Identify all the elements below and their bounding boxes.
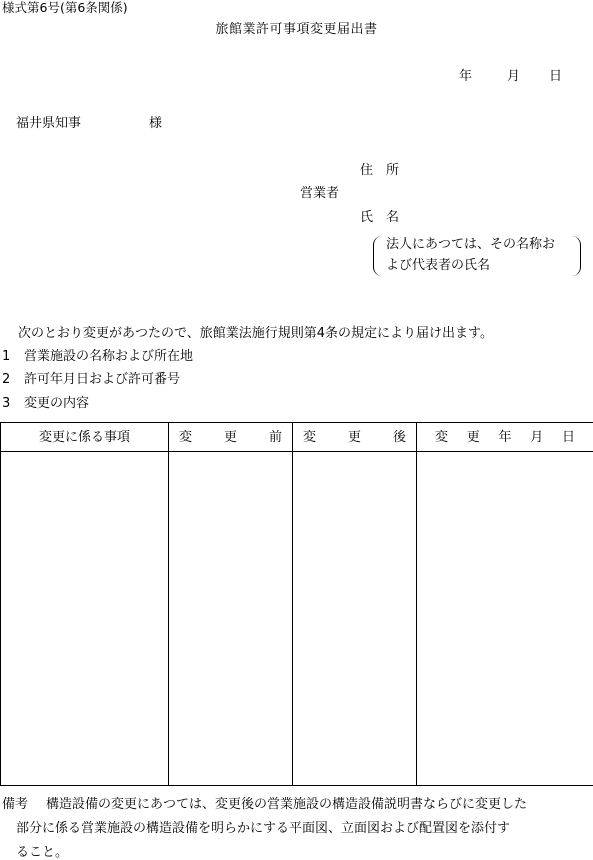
header-after-change: 変 更 後: [293, 423, 417, 452]
remarks-line: 部分に係る営業施設の構造設備を明らかにする平面図、立面図および配置図を添付す: [16, 822, 510, 835]
cell-changed-item[interactable]: [1, 452, 169, 786]
list-item: [2, 397, 89, 410]
date-year-label: 年: [459, 70, 472, 83]
item-text: 営業施設の名称および所在地: [24, 349, 193, 364]
notification-statement: 次のとおり変更があつたので、旅館業法施行規則第4条の規定により届け出ます。: [18, 327, 493, 340]
date-month-label: 月: [507, 70, 520, 83]
item-text: 変更の内容: [24, 396, 89, 411]
operator-label: 営業者: [300, 187, 339, 200]
name-label: 氏 名: [360, 211, 399, 224]
remarks-line: ること。: [16, 846, 68, 859]
document-title: 旅館業許可事項変更届出書: [0, 23, 593, 36]
change-details-table: [0, 422, 593, 786]
addressee-honorific: 様: [149, 117, 162, 130]
corporate-note-line: 法人にあつては、その名称お: [386, 238, 555, 251]
item-number: 1: [2, 350, 24, 363]
header-change-date: 変 更 年 月 日: [417, 423, 593, 452]
cell-change-date[interactable]: [417, 452, 593, 786]
address-label: 住 所: [360, 164, 399, 177]
item-number: 3: [2, 397, 24, 410]
addressee-name: 福井県知事: [16, 117, 81, 130]
cell-before-change[interactable]: [169, 452, 293, 786]
corporate-note-line: よび代表者の氏名: [386, 259, 490, 272]
date-day-label: 日: [549, 70, 562, 83]
remarks-label: 備考: [2, 798, 28, 811]
table-header-row: [1, 423, 593, 452]
list-item: [2, 373, 180, 386]
header-before-change: 変 更 前: [169, 423, 293, 452]
cell-after-change[interactable]: [293, 452, 417, 786]
list-item: [2, 350, 193, 363]
header-changed-item: 変更に係る事項: [1, 423, 169, 452]
remarks-line: 構造設備の変更にあつては、変更後の営業施設の構造設備説明書ならびに変更した: [46, 798, 527, 811]
table-row: [1, 452, 593, 786]
form-number-label: 様式第6号(第6条関係): [2, 2, 128, 15]
item-text: 許可年月日および許可番号: [24, 372, 180, 387]
item-number: 2: [2, 373, 24, 386]
